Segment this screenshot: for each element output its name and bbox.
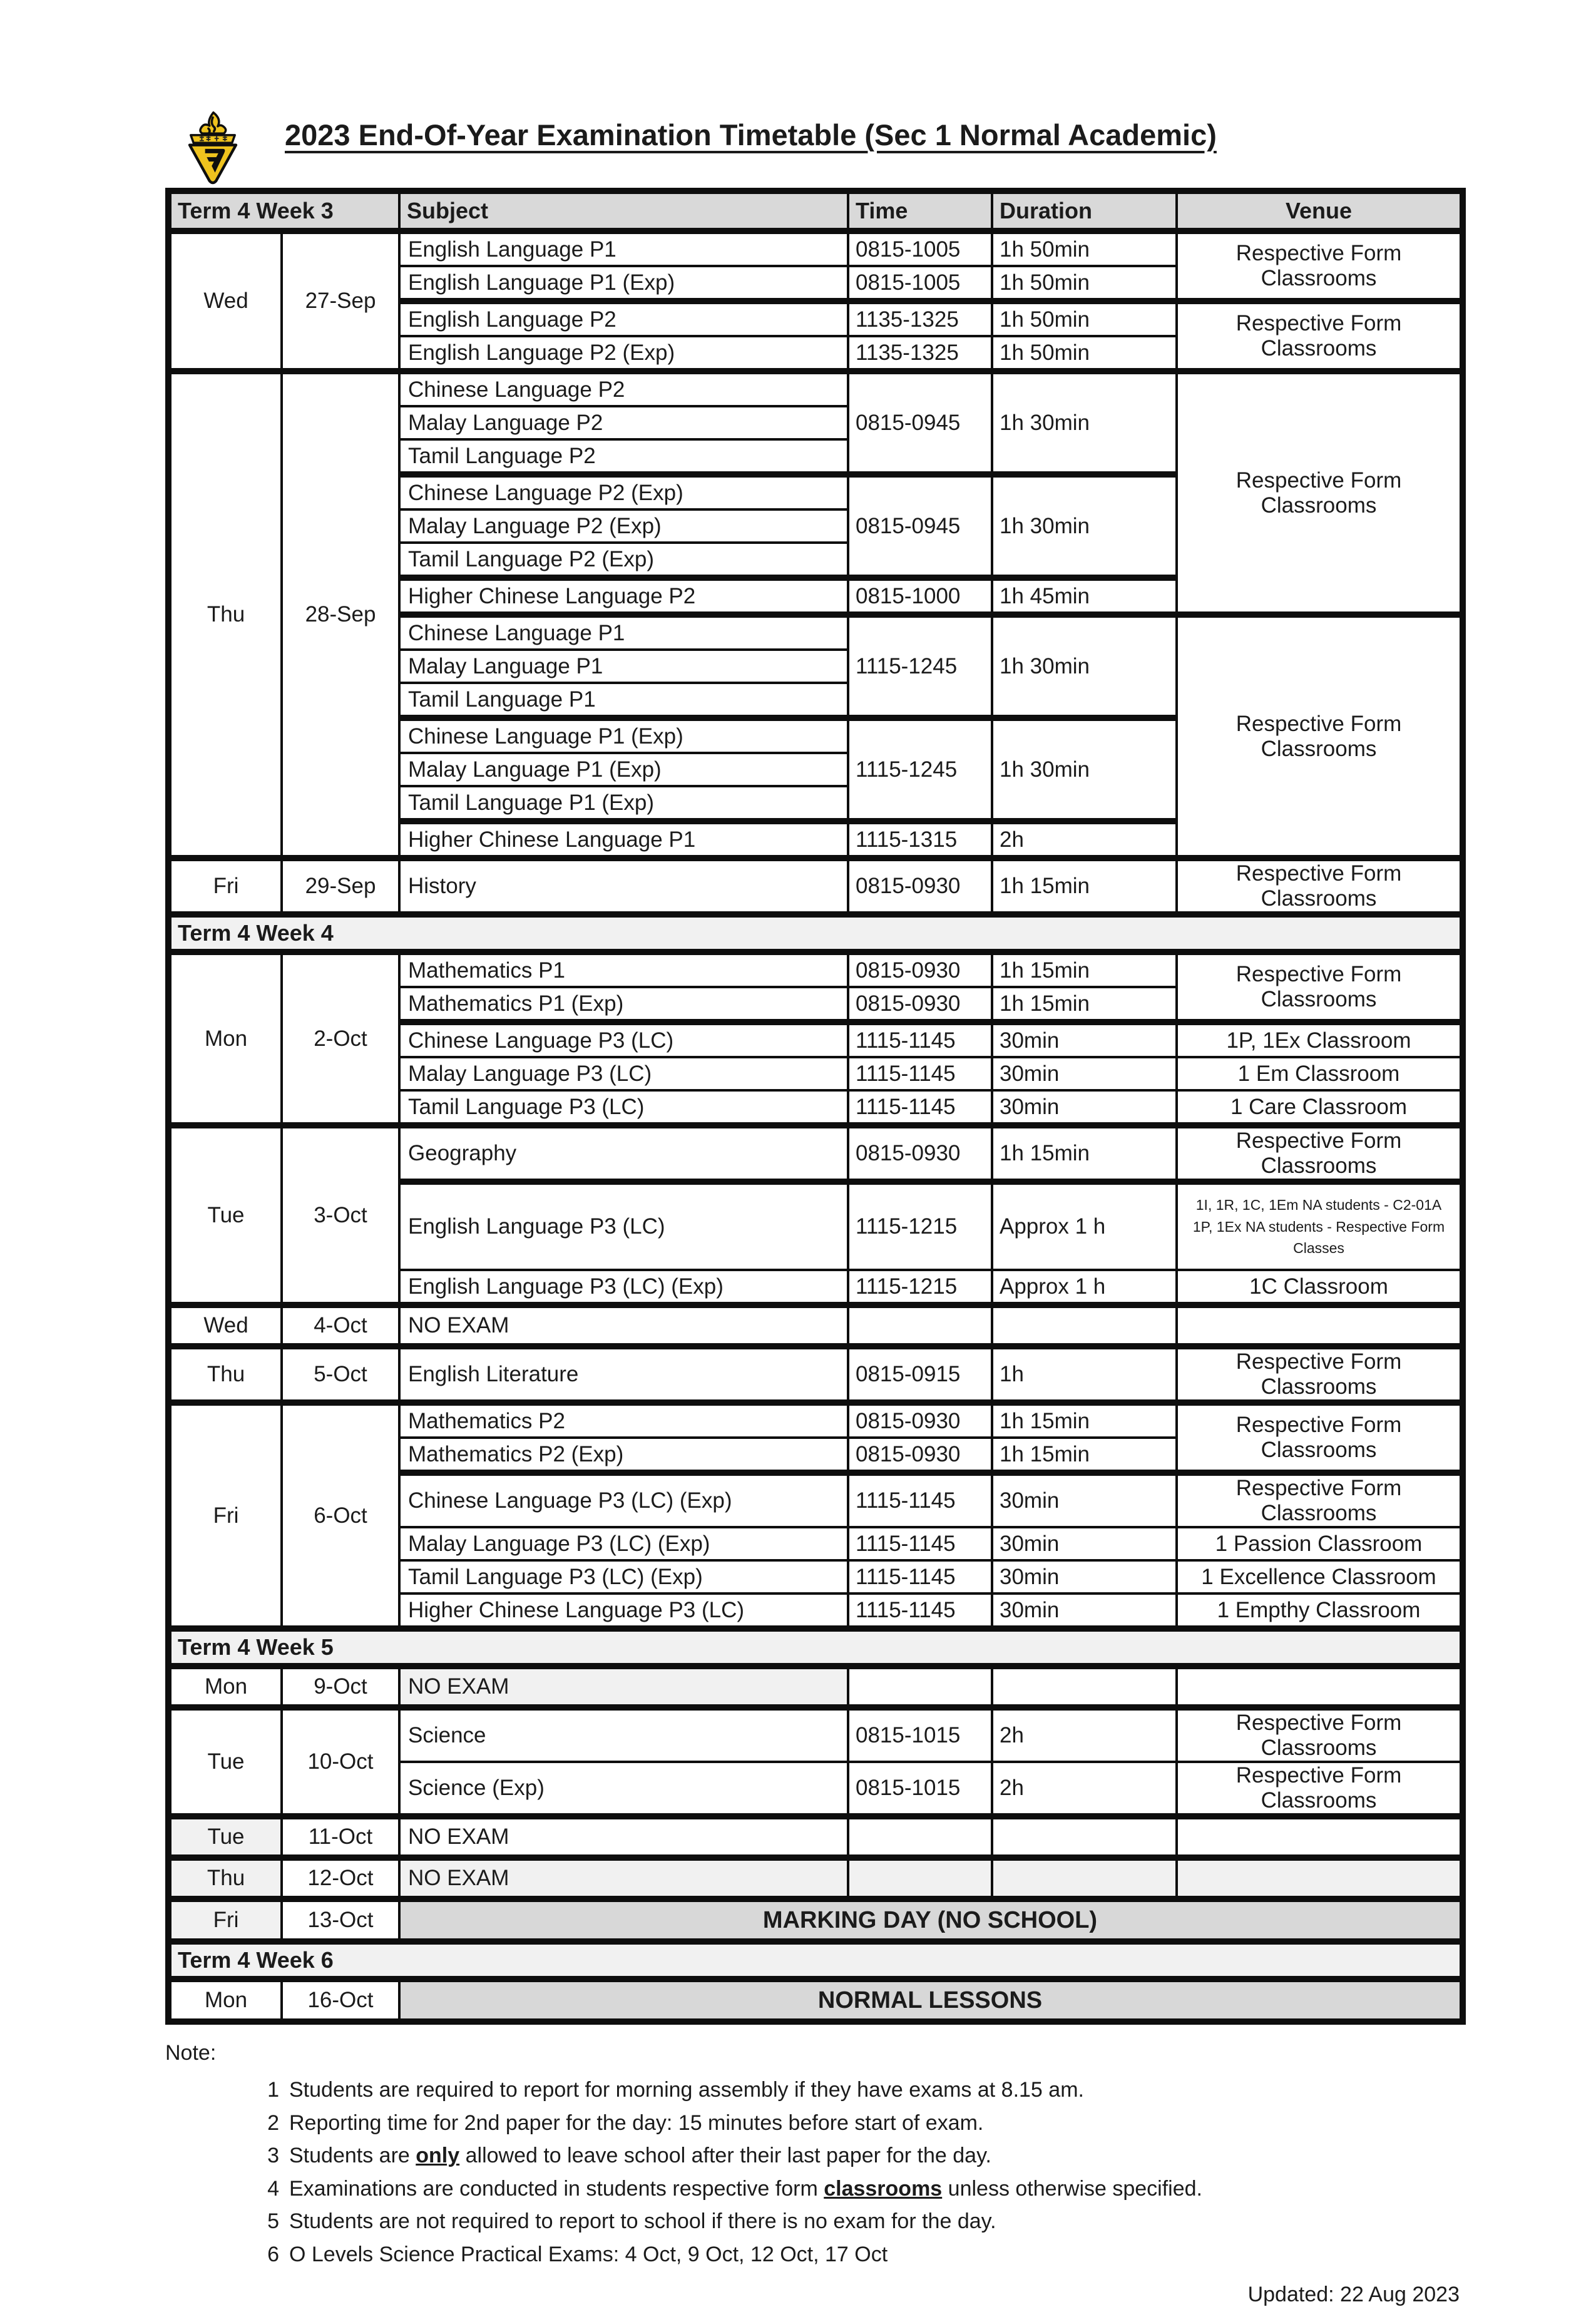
subject-cell: Mathematics P1 (399, 952, 848, 987)
venue-cell: Respective Form Classrooms (1177, 615, 1463, 858)
subject-cell: Malay Language P3 (LC) (Exp) (399, 1527, 848, 1560)
subject-cell: English Literature (399, 1346, 848, 1403)
subject-cell: Malay Language P2 (Exp) (399, 509, 848, 543)
date-cell: 2-Oct (282, 952, 399, 1125)
time-cell: 0815-0930 (848, 1403, 992, 1438)
subject-cell: Tamil Language P3 (LC) (Exp) (399, 1560, 848, 1593)
duration-cell: 2h (992, 1707, 1177, 1762)
venue-cell (1177, 1666, 1463, 1707)
time-cell: 0815-1005 (848, 266, 992, 301)
venue-cell: 1C Classroom (1177, 1270, 1463, 1305)
table-row (168, 1707, 1463, 1762)
note-fragment: allowed to leave school after their last paper for the day. (459, 2144, 992, 2167)
notes-heading: Note: (165, 2041, 217, 2065)
note-fragment: Students are (289, 2144, 416, 2167)
duration-cell: 1h 45min (992, 578, 1177, 615)
table-row (168, 371, 1463, 406)
table-row (168, 1346, 1463, 1403)
duration-cell: 1h 15min (992, 952, 1177, 987)
subject-cell: Mathematics P2 (Exp) (399, 1438, 848, 1473)
note-fragment: Examinations are conducted in students respective form (289, 2176, 824, 2201)
duration-cell: 30min (992, 1593, 1177, 1629)
note-number: 6 (267, 2242, 279, 2266)
header-subject: Subject (399, 191, 848, 231)
note-item (263, 2110, 1596, 2137)
note-emphasis: only (416, 2144, 460, 2167)
time-cell (848, 1666, 992, 1707)
duration-cell (992, 1858, 1177, 1899)
date-cell: 29-Sep (282, 858, 399, 914)
week-band-label: Term 4 Week 6 (168, 1941, 1463, 1979)
duration-cell: Approx 1 h (992, 1270, 1177, 1305)
day-cell: Tue (168, 1707, 282, 1816)
day-cell: Thu (168, 371, 282, 858)
header-duration: Duration (992, 191, 1177, 231)
duration-cell: 1h 30min (992, 615, 1177, 718)
duration-cell: 1h 15min (992, 1438, 1177, 1473)
venue-cell: Respective Form Classrooms (1177, 231, 1463, 301)
crest-banner (191, 135, 235, 143)
table-row (168, 1979, 1463, 2022)
subject-cell: Higher Chinese Language P2 (399, 578, 848, 615)
note-text (289, 2241, 888, 2268)
day-cell: Tue (168, 1816, 282, 1858)
venue-cell: 1P, 1Ex Classroom (1177, 1022, 1463, 1057)
venue-cell (1177, 1305, 1463, 1346)
date-cell: 27-Sep (282, 231, 399, 371)
duration-cell: 2h (992, 1762, 1177, 1816)
time-cell: 1115-1145 (848, 1022, 992, 1057)
duration-cell (992, 1816, 1177, 1858)
venue-cell (1177, 1182, 1463, 1270)
venue-cell: Respective Form Classrooms (1177, 1473, 1463, 1527)
header-week-label: Term 4 Week 3 (168, 191, 399, 231)
duration-cell: 1h 50min (992, 266, 1177, 301)
time-cell: 0815-0930 (848, 858, 992, 914)
time-cell: 0815-1005 (848, 231, 992, 266)
table-row (168, 1858, 1463, 1899)
day-cell: Mon (168, 1979, 282, 2022)
subject-cell: Mathematics P2 (399, 1403, 848, 1438)
header-venue: Venue (1177, 191, 1463, 231)
time-cell: 1115-1245 (848, 718, 992, 821)
duration-cell: 30min (992, 1527, 1177, 1560)
table-row (168, 1125, 1463, 1182)
day-cell: Fri (168, 858, 282, 914)
day-cell: Mon (168, 952, 282, 1125)
note-fragment: Reporting time for 2nd paper for the day: 15 minutes before start of exam. (289, 2110, 984, 2135)
duration-cell: Approx 1 h (992, 1182, 1177, 1270)
duration-cell: 1h 50min (992, 336, 1177, 371)
note-text (289, 2142, 991, 2169)
day-cell: Mon (168, 1666, 282, 1707)
duration-cell: 1h 15min (992, 1403, 1177, 1438)
duration-cell: 1h 15min (992, 987, 1177, 1022)
time-cell: 0815-0945 (848, 371, 992, 474)
venue-cell: 1 Passion Classroom (1177, 1527, 1463, 1560)
date-cell: 16-Oct (282, 1979, 399, 2022)
subject-cell: English Language P1 (399, 231, 848, 266)
table-row (168, 1666, 1463, 1707)
note-item (263, 2142, 1596, 2169)
time-cell: 0815-1000 (848, 578, 992, 615)
venue-cell: Respective Form Classrooms (1177, 301, 1463, 371)
venue-cell: Respective Form Classrooms (1177, 1125, 1463, 1182)
week-band-row (168, 914, 1463, 952)
time-cell: 0815-1015 (848, 1707, 992, 1762)
updated-date: Updated: 22 Aug 2023 (1247, 2283, 1460, 2306)
date-cell: 3-Oct (282, 1125, 399, 1305)
duration-cell: 1h 30min (992, 474, 1177, 578)
table-row (168, 952, 1463, 987)
subject-cell: Chinese Language P1 (Exp) (399, 718, 848, 753)
venue-cell: 1 Excellence Classroom (1177, 1560, 1463, 1593)
duration-cell (992, 1305, 1177, 1346)
venue-cell: 1 Care Classroom (1177, 1090, 1463, 1125)
time-cell: 1135-1325 (848, 336, 992, 371)
note-number: 5 (267, 2209, 279, 2233)
subject-cell: Mathematics P1 (Exp) (399, 987, 848, 1022)
subject-cell: Geography (399, 1125, 848, 1182)
time-cell: 1115-1215 (848, 1270, 992, 1305)
time-cell: 1115-1315 (848, 821, 992, 858)
date-cell: 5-Oct (282, 1346, 399, 1403)
note-fragment: Students are not required to report to school if there is no exam for the day. (289, 2209, 996, 2233)
day-cell: Fri (168, 1403, 282, 1629)
venue-cell: 1 Empthy Classroom (1177, 1593, 1463, 1629)
subject-cell: English Language P3 (LC) (399, 1182, 848, 1270)
subject-cell: Science (Exp) (399, 1762, 848, 1816)
duration-cell: 30min (992, 1022, 1177, 1057)
date-cell: 10-Oct (282, 1707, 399, 1816)
note-item (263, 2208, 1596, 2235)
subject-cell: Tamil Language P2 (399, 439, 848, 474)
time-cell: 1115-1245 (848, 615, 992, 718)
week-band-row (168, 1629, 1463, 1666)
time-cell (848, 1305, 992, 1346)
venue-cell: Respective Form Classrooms (1177, 858, 1463, 914)
duration-cell: 1h 50min (992, 301, 1177, 336)
time-cell: 1115-1145 (848, 1057, 992, 1090)
date-cell: 4-Oct (282, 1305, 399, 1346)
duration-cell: 30min (992, 1090, 1177, 1125)
document-title: 2023 End-Of-Year Examination Timetable (Sec 1 Normal Academic) (285, 118, 1217, 151)
table-row (168, 1403, 1463, 1438)
note-text (289, 2208, 996, 2235)
note-item (263, 2077, 1596, 2104)
date-cell: 13-Oct (282, 1899, 399, 1941)
subject-cell: Malay Language P3 (LC) (399, 1057, 848, 1090)
subject-cell: Chinese Language P2 (399, 371, 848, 406)
subject-cell: Tamil Language P1 (399, 683, 848, 718)
subject-cell: Malay Language P1 (Exp) (399, 753, 848, 786)
note-text (289, 2077, 1084, 2104)
time-cell: 1115-1215 (848, 1182, 992, 1270)
note-fragment: unless otherwise specified. (942, 2176, 1202, 2201)
note-item (263, 2241, 1596, 2268)
duration-cell: 1h 30min (992, 718, 1177, 821)
date-cell: 6-Oct (282, 1403, 399, 1629)
time-cell: 1115-1145 (848, 1090, 992, 1125)
subject-cell: Malay Language P1 (399, 650, 848, 683)
time-cell: 0815-0930 (848, 1438, 992, 1473)
note-number: 1 (267, 2078, 279, 2102)
note-number: 2 (267, 2110, 279, 2135)
table-row (168, 1899, 1463, 1941)
header-row (168, 191, 1463, 231)
day-cell: Tue (168, 1125, 282, 1305)
subject-cell: Higher Chinese Language P3 (LC) (399, 1593, 848, 1629)
subject-cell: History (399, 858, 848, 914)
subject-cell: Chinese Language P2 (Exp) (399, 474, 848, 509)
duration-cell: 30min (992, 1560, 1177, 1593)
venue-cell: 1 Em Classroom (1177, 1057, 1463, 1090)
duration-cell: 30min (992, 1473, 1177, 1527)
venue-cell: Respective Form Classrooms (1177, 371, 1463, 615)
venue-line: 1I, 1R, 1C, 1Em NA students - C2-01A (1195, 1197, 1442, 1214)
date-cell: 9-Oct (282, 1666, 399, 1707)
table-row (168, 1816, 1463, 1858)
venue-cell: Respective Form Classrooms (1177, 1707, 1463, 1762)
week-band-label: Term 4 Week 5 (168, 1629, 1463, 1666)
venue-line: 1P, 1Ex NA students - Respective Form Classes (1192, 1218, 1445, 1257)
time-cell (848, 1858, 992, 1899)
subject-cell: Chinese Language P3 (LC) (399, 1022, 848, 1057)
note-number: 3 (267, 2144, 279, 2167)
subject-cell: Tamil Language P2 (Exp) (399, 543, 848, 578)
subject-cell: NO EXAM (399, 1816, 848, 1858)
venue-cell: Respective Form Classrooms (1177, 1403, 1463, 1473)
time-cell: 1115-1145 (848, 1593, 992, 1629)
subject-cell: English Language P2 (Exp) (399, 336, 848, 371)
note-number: 4 (267, 2176, 279, 2201)
table-row (168, 231, 1463, 266)
exam-timetable (165, 188, 1466, 2025)
venue-cell: Respective Form Classrooms (1177, 952, 1463, 1022)
date-cell: 11-Oct (282, 1816, 399, 1858)
header-time: Time (848, 191, 992, 231)
note-fragment: Students are required to report for morning assembly if they have exams at 8.15 am. (289, 2078, 1084, 2102)
time-cell: 1135-1325 (848, 301, 992, 336)
time-cell: 1115-1145 (848, 1473, 992, 1527)
subject-cell: Chinese Language P3 (LC) (Exp) (399, 1473, 848, 1527)
subject-cell: Chinese Language P1 (399, 615, 848, 650)
subject-cell: English Language P2 (399, 301, 848, 336)
time-cell: 0815-0945 (848, 474, 992, 578)
duration-cell: 1h 50min (992, 231, 1177, 266)
table-row (168, 858, 1463, 914)
date-cell: 12-Oct (282, 1858, 399, 1899)
time-cell: 0815-1015 (848, 1762, 992, 1816)
note-text (289, 2176, 1202, 2202)
date-cell: 28-Sep (282, 371, 399, 858)
time-cell: 1115-1145 (848, 1527, 992, 1560)
note-fragment: O Levels Science Practical Exams: 4 Oct, 9 Oct, 12 Oct, 17 Oct (289, 2242, 888, 2266)
note-item (263, 2176, 1596, 2202)
subject-cell: Higher Chinese Language P1 (399, 821, 848, 858)
week-band-label: Term 4 Week 4 (168, 914, 1463, 952)
day-cell: Wed (168, 231, 282, 371)
banner-cell: MARKING DAY (NO SCHOOL) (399, 1899, 1463, 1941)
notes-list (165, 2077, 1596, 2268)
subject-cell: Tamil Language P3 (LC) (399, 1090, 848, 1125)
time-cell (848, 1816, 992, 1858)
duration-cell: 1h 15min (992, 1125, 1177, 1182)
duration-cell: 1h (992, 1346, 1177, 1403)
time-cell: 0815-0930 (848, 1125, 992, 1182)
note-text (289, 2110, 983, 2137)
day-cell: Thu (168, 1346, 282, 1403)
week-band-row (168, 1941, 1463, 1979)
duration-cell: 1h 15min (992, 858, 1177, 914)
duration-cell: 30min (992, 1057, 1177, 1090)
subject-cell: NO EXAM (399, 1858, 848, 1899)
table-row (168, 1305, 1463, 1346)
document-masthead (0, 0, 1596, 188)
venue-cell: Respective Form Classrooms (1177, 1762, 1463, 1816)
day-cell: Wed (168, 1305, 282, 1346)
subject-cell: English Language P1 (Exp) (399, 266, 848, 301)
timetable-body (168, 191, 1463, 2022)
subject-cell: Malay Language P2 (399, 406, 848, 439)
subject-cell: NO EXAM (399, 1666, 848, 1707)
note-emphasis: classrooms (824, 2176, 943, 2201)
subject-cell: English Language P3 (LC) (Exp) (399, 1270, 848, 1305)
duration-cell (992, 1666, 1177, 1707)
venue-cell (1177, 1858, 1463, 1899)
day-cell: Thu (168, 1858, 282, 1899)
duration-cell: 1h 30min (992, 371, 1177, 474)
banner-cell: NORMAL LESSONS (399, 1979, 1463, 2022)
time-cell: 0815-0930 (848, 987, 992, 1022)
subject-cell: Science (399, 1707, 848, 1762)
duration-cell: 2h (992, 821, 1177, 858)
school-crest-logo (185, 111, 240, 185)
time-cell: 0815-0930 (848, 952, 992, 987)
subject-cell: Tamil Language P1 (Exp) (399, 786, 848, 821)
notes-section (165, 2041, 1596, 2307)
subject-cell: NO EXAM (399, 1305, 848, 1346)
time-cell: 1115-1145 (848, 1560, 992, 1593)
day-cell: Fri (168, 1899, 282, 1941)
venue-cell: Respective Form Classrooms (1177, 1346, 1463, 1403)
venue-cell (1177, 1816, 1463, 1858)
time-cell: 0815-0915 (848, 1346, 992, 1403)
